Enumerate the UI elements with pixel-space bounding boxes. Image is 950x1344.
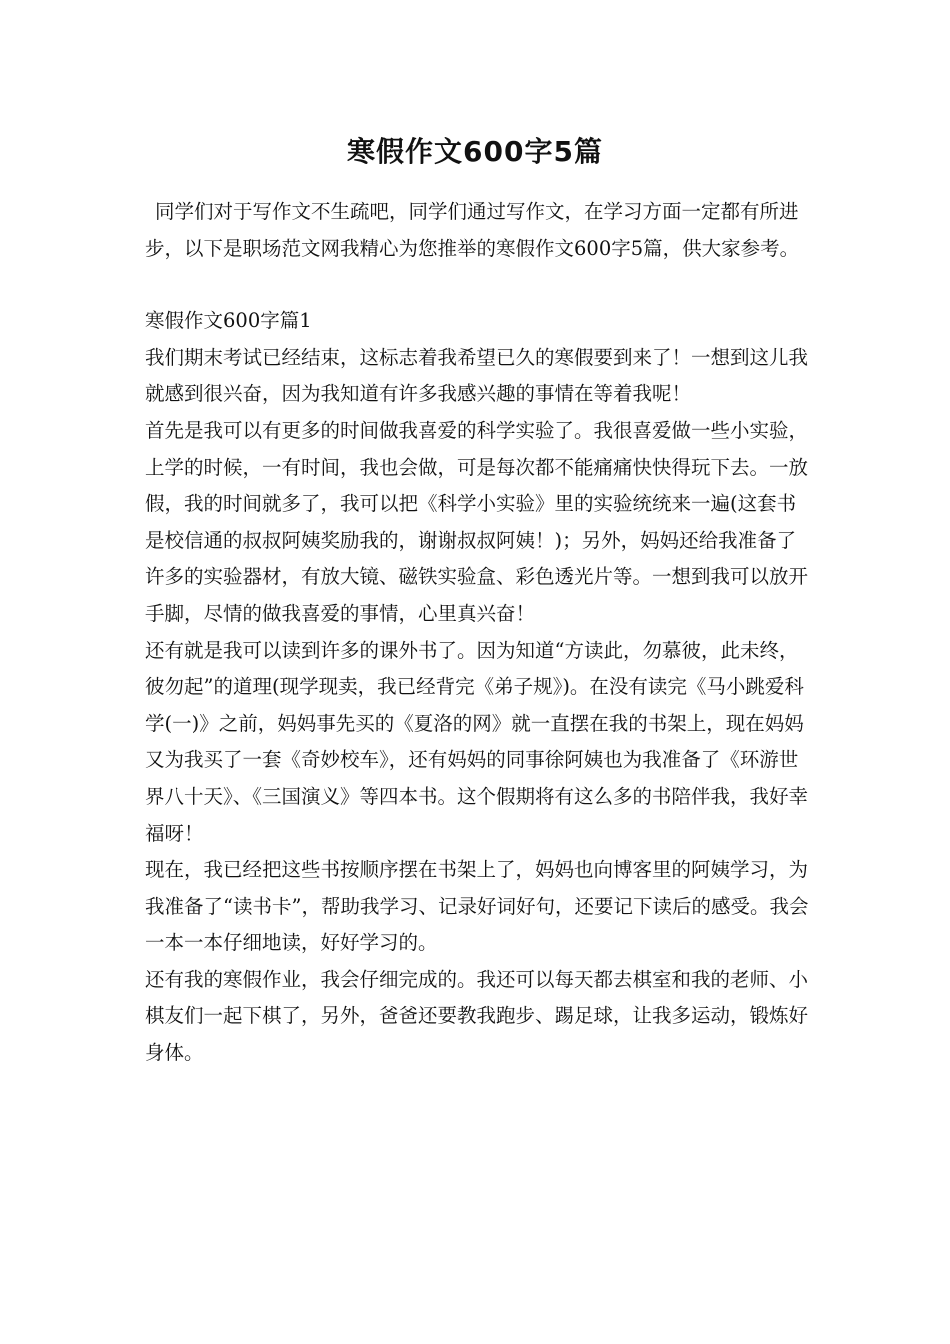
body-paragraph: 首先是我可以有更多的时间做我喜爱的科学实验了。我很喜爱做一些小实验，上学的时候，一有时间，我也会做，可是每次都不能痛痛快快得玩下去。一放假，我的时间就多了，我可以把《科学小实验》里的实验统统来一遍(这套书是校信通的叔叔阿姨奖励我的，谢谢叔叔阿姨！)；另外，妈妈还给我准备了许多的实验器材，有放大镜、磁铁实验盒、彩色透光片等。一想到我可以放开手脚，尽情的做我喜爱的事情，心里真兴奋！ (145, 418, 809, 625)
body-paragraph: 还有我的寒假作业，我会仔细完成的。我还可以每天都去棋室和我的老师、小棋友们一起下棋了，另外，爸爸还要教我跑步、踢足球，让我多运动，锻炼好身体。 (145, 967, 809, 1065)
body-paragraph: 我们期末考试已经结束，这标志着我希望已久的寒假要到来了！一想到这儿我就感到很兴奋，因为我知道有许多我感兴趣的事情在等着我呢！ (145, 345, 809, 406)
intro-paragraph: 同学们对于写作文不生疏吧，同学们通过写作文，在学习方面一定都有所进步，以下是职场范文网我精心为您推举的寒假作文600字5篇，供大家参考。 (145, 200, 800, 260)
body-paragraph: 还有就是我可以读到许多的课外书了。因为知道“方读此，勿慕彼，此未终，彼勿起”的道理(现学现卖，我已经背完《弟子规》)。在没有读完《马小跳爱科学(一)》之前，妈妈事先买的《夏洛的网》就一直摆在我的书架上，现在妈妈又为我买了一套《奇妙校车》，还有妈妈的同事徐阿姨也为我准备了《环游世界八十天》、《三国演义》等四本书。这个假期将有这么多的书陪伴我，我好幸福呀！ (145, 638, 809, 845)
document-body (145, 194, 813, 1072)
body-paragraph: 现在，我已经把这些书按顺序摆在书架上了，妈妈也向博客里的阿姨学习，为我准备了“读书卡”，帮助我学习、记录好词好句，还要记下读后的感受。我会一本一本仔细地读，好好学习的。 (145, 858, 809, 955)
section-heading: 寒假作文600字篇1 (145, 309, 312, 333)
document-title: 寒假作文600字5篇 (347, 135, 603, 168)
